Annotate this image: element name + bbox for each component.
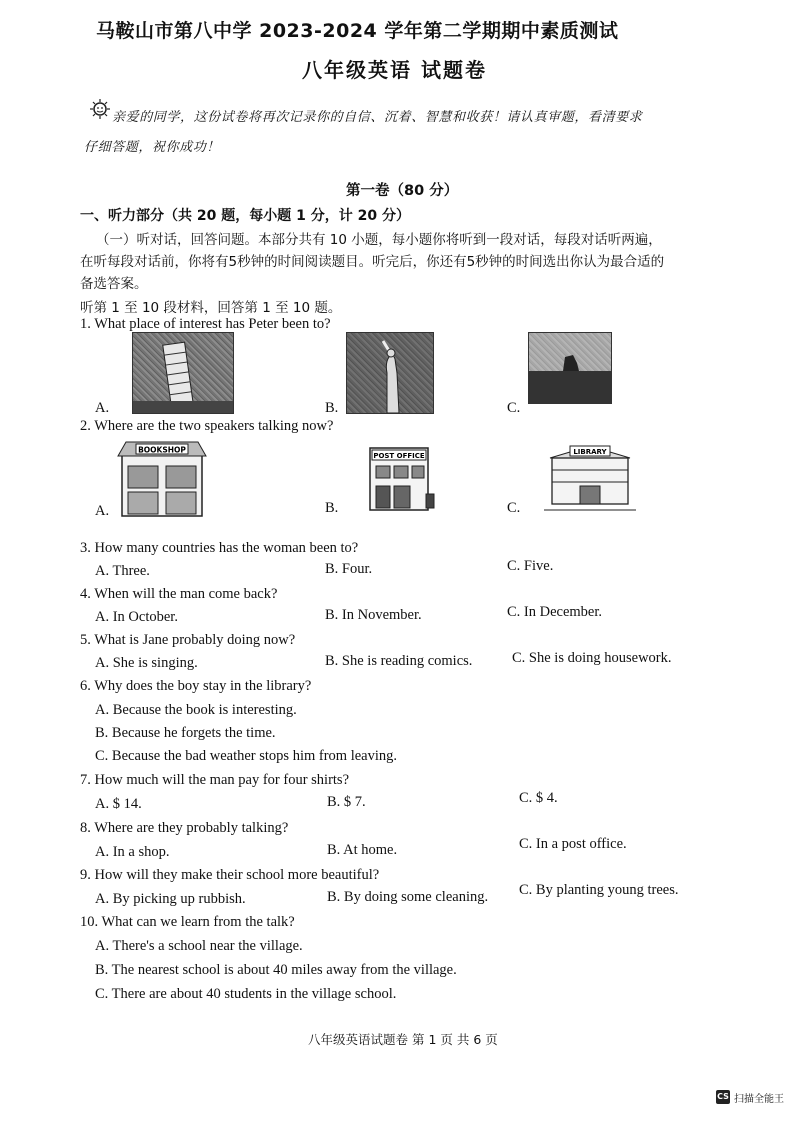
exam-title: 马鞍山市第八中学 2023-2024 学年第二学期期中素质测试 — [96, 20, 619, 42]
q3-option-a: A. Three. — [95, 563, 150, 579]
q2-option-b: B. — [325, 500, 339, 516]
section-heading: 一、听力部分（共 20 题，每小题 1 分，计 20 分） — [80, 208, 410, 224]
scanner-logo: CS — [716, 1090, 730, 1104]
q8-option-c: C. In a post office. — [519, 836, 627, 852]
question-4: 4. When will the man come back? — [80, 586, 278, 602]
bookshop-sign: BOOKSHOP — [138, 445, 186, 455]
volume-title: 第一卷（80 分） — [346, 183, 459, 199]
q1-option-a: A. — [95, 400, 110, 416]
q9-option-a: A. By picking up rubbish. — [95, 891, 246, 907]
post-office-picture — [366, 444, 438, 516]
q6-option-a: A. Because the book is interesting. — [95, 702, 297, 718]
q2-option-a: A. — [95, 503, 110, 519]
q8-option-a: A. In a shop. — [95, 844, 170, 860]
q10-option-a: A. There's a school near the village. — [95, 938, 303, 954]
q4-option-c: C. In December. — [507, 604, 603, 620]
instruction-line-1: （一）听对话，回答问题。本部分共有 10 小题，每小题你将听到一段对话，每段对话听两遍， — [96, 232, 662, 248]
q5-option-b: B. She is reading comics. — [325, 653, 473, 669]
question-7: 7. How much will the man pay for four shirts? — [80, 772, 350, 788]
q10-option-b: B. The nearest school is about 40 miles away from the village. — [95, 962, 457, 978]
question-3: 3. How many countries has the woman been to? — [80, 540, 359, 556]
exam-subtitle: 八年级英语 试题卷 — [302, 58, 487, 82]
question-6: 6. Why does the boy stay in the library? — [80, 678, 312, 694]
leaning-tower-picture — [132, 332, 234, 414]
q9-option-c: C. By planting young trees. — [519, 882, 679, 898]
scanner-label: 扫描全能王 — [734, 1094, 784, 1105]
instruction-line-2: 在听每段对话前，你将有5秒钟的时间阅读题目。听完后，你还有5秒钟的时间选出你认为最合适的 — [80, 254, 665, 270]
sun-face-icon — [88, 98, 112, 120]
q5-option-a: A. She is singing. — [95, 655, 198, 671]
q7-option-b: B. $ 7. — [327, 794, 366, 810]
page-footer: 八年级英语试题卷 第 1 页 共 6 页 — [308, 1032, 498, 1047]
statue-of-liberty-picture — [346, 332, 434, 414]
library-picture — [544, 438, 636, 514]
q2-option-c: C. — [507, 500, 521, 516]
q8-option-b: B. At home. — [327, 842, 398, 858]
landmark-picture — [528, 332, 612, 404]
material-note: 听第 1 至 10 段材料，回答第 1 至 10 题。 — [80, 300, 342, 316]
question-9: 9. How will they make their school more beautiful? — [80, 867, 380, 883]
q4-option-a: A. In October. — [95, 609, 178, 625]
q5-option-c: C. She is doing housework. — [512, 650, 672, 666]
q9-option-b: B. By doing some cleaning. — [327, 889, 489, 905]
greeting-line-1: 亲爱的同学，这份试卷将再次记录你的自信、沉着、智慧和收获！请认真审题，看清要求 — [112, 110, 643, 125]
q3-option-b: B. Four. — [325, 561, 373, 577]
q4-option-b: B. In November. — [325, 607, 422, 623]
greeting-line-2: 仔细答题，祝你成功！ — [84, 140, 221, 155]
q7-option-c: C. $ 4. — [519, 790, 558, 806]
question-5: 5. What is Jane probably doing now? — [80, 632, 296, 648]
q3-option-c: C. Five. — [507, 558, 554, 574]
instruction-line-3: 备选答案。 — [80, 276, 148, 292]
question-1: 1. What place of interest has Peter been to? — [80, 316, 331, 332]
question-8: 8. Where are they probably talking? — [80, 820, 289, 836]
q10-option-c: C. There are about 40 students in the village school. — [95, 986, 397, 1002]
post-office-sign: POST OFFICE — [373, 452, 425, 460]
q6-option-c: C. Because the bad weather stops him from leaving. — [95, 748, 398, 764]
q1-option-b: B. — [325, 400, 339, 416]
q7-option-a: A. $ 14. — [95, 796, 142, 812]
q6-option-b: B. Because he forgets the time. — [95, 725, 276, 741]
q1-option-c: C. — [507, 400, 521, 416]
bookshop-picture — [116, 438, 208, 518]
question-10: 10. What can we learn from the talk? — [80, 914, 295, 930]
question-2: 2. Where are the two speakers talking now? — [80, 418, 334, 434]
library-sign: LIBRARY — [573, 448, 607, 456]
